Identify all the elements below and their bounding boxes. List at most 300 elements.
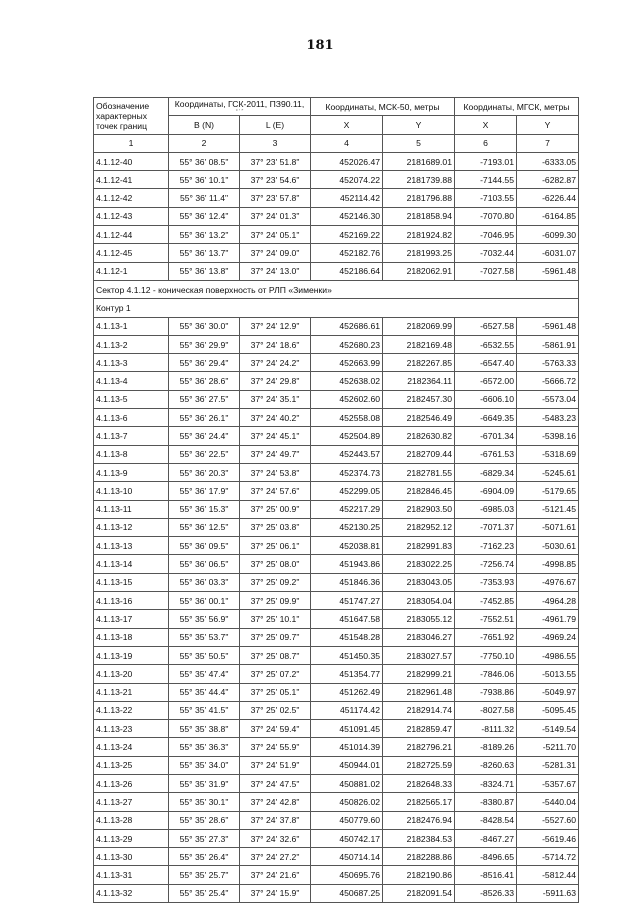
cell-point-id: 4.1.13-26	[94, 774, 169, 792]
table-row	[94, 518, 579, 536]
cell-latitude-b: 55° 36' 09.5"	[169, 537, 240, 555]
cell-longitude-l: 37° 24' 45.1"	[240, 427, 311, 445]
table-row	[94, 793, 579, 811]
cell-y-mgsk: -4998.85	[517, 555, 579, 573]
cell-x-mgsk: -7046.95	[455, 226, 517, 244]
cell-y-mgsk: -5071.61	[517, 518, 579, 536]
cell-y-mgsk: -5398.16	[517, 427, 579, 445]
cell-latitude-b: 55° 35' 41.5"	[169, 701, 240, 719]
cell-point-id: 4.1.13-22	[94, 701, 169, 719]
column-number: 3	[240, 134, 311, 152]
table-row	[94, 427, 579, 445]
cell-latitude-b: 55° 36' 12.5"	[169, 518, 240, 536]
cell-x-msk: 450714.14	[311, 848, 383, 866]
cell-x-mgsk: -8428.54	[455, 811, 517, 829]
table-row	[94, 207, 579, 225]
column-number: 7	[517, 134, 579, 152]
cell-longitude-l: 37° 24' 59.4"	[240, 720, 311, 738]
cell-x-mgsk: -6547.40	[455, 354, 517, 372]
cell-latitude-b: 55° 36' 29.9"	[169, 335, 240, 353]
cell-x-msk: 450779.60	[311, 811, 383, 829]
cell-longitude-l: 37° 25' 03.8"	[240, 518, 311, 536]
table-row	[94, 354, 579, 372]
section-label: Сектор 4.1.12 - коническая поверхность от РЛП «Зименки»	[94, 280, 579, 298]
cell-point-id: 4.1.13-17	[94, 610, 169, 628]
table-row	[94, 262, 579, 280]
cell-y-msk: 2182288.86	[383, 848, 455, 866]
cell-longitude-l: 37° 25' 08.0"	[240, 555, 311, 573]
cell-x-msk: 450742.17	[311, 829, 383, 847]
cell-x-msk: 452026.47	[311, 152, 383, 170]
cell-x-msk: 451014.39	[311, 738, 383, 756]
cell-longitude-l: 37° 24' 40.2"	[240, 409, 311, 427]
table-row	[94, 226, 579, 244]
cell-y-mgsk: -5095.45	[517, 701, 579, 719]
cell-point-id: 4.1.13-2	[94, 335, 169, 353]
cell-x-mgsk: -6572.00	[455, 372, 517, 390]
cell-x-mgsk: -7071.37	[455, 518, 517, 536]
cell-x-msk: 452038.81	[311, 537, 383, 555]
cell-y-mgsk: -5619.46	[517, 829, 579, 847]
table-row	[94, 372, 579, 390]
cell-latitude-b: 55° 35' 56.9"	[169, 610, 240, 628]
cell-y-mgsk: -5483.23	[517, 409, 579, 427]
cell-x-msk: 451846.36	[311, 573, 383, 591]
header-b: B (N)	[169, 116, 240, 134]
cell-y-mgsk: -5318.69	[517, 445, 579, 463]
cell-x-mgsk: -7256.74	[455, 555, 517, 573]
table-row	[94, 573, 579, 591]
cell-x-mgsk: -6527.58	[455, 317, 517, 335]
cell-latitude-b: 55° 36' 29.4"	[169, 354, 240, 372]
cell-latitude-b: 55° 35' 38.8"	[169, 720, 240, 738]
cell-x-mgsk: -8467.27	[455, 829, 517, 847]
cell-x-mgsk: -7027.58	[455, 262, 517, 280]
cell-latitude-b: 55° 35' 34.0"	[169, 756, 240, 774]
cell-y-msk: 2182476.94	[383, 811, 455, 829]
cell-x-mgsk: -8189.26	[455, 738, 517, 756]
cell-latitude-b: 55° 36' 30.0"	[169, 317, 240, 335]
cell-latitude-b: 55° 35' 50.5"	[169, 646, 240, 664]
cell-x-msk: 452182.76	[311, 244, 383, 262]
cell-x-msk: 450826.02	[311, 793, 383, 811]
header-msk-group: Координаты, МСК-50, метры	[311, 98, 455, 116]
header-x-msk: X	[311, 116, 383, 134]
cell-point-id: 4.1.13-10	[94, 482, 169, 500]
table-row	[94, 811, 579, 829]
cell-y-mgsk: -4976.67	[517, 573, 579, 591]
cell-latitude-b: 55° 35' 44.4"	[169, 683, 240, 701]
cell-longitude-l: 37° 25' 07.2"	[240, 665, 311, 683]
cell-x-msk: 451943.86	[311, 555, 383, 573]
cell-latitude-b: 55° 35' 27.3"	[169, 829, 240, 847]
table-row	[94, 244, 579, 262]
cell-y-mgsk: -5149.54	[517, 720, 579, 738]
cell-y-mgsk: -4964.28	[517, 592, 579, 610]
table-row	[94, 335, 579, 353]
cell-y-mgsk: -4969.24	[517, 628, 579, 646]
cell-point-id: 4.1.13-23	[94, 720, 169, 738]
table-row	[94, 756, 579, 774]
cell-latitude-b: 55° 36' 22.5"	[169, 445, 240, 463]
cell-point-id: 4.1.12-45	[94, 244, 169, 262]
cell-y-msk: 2182565.17	[383, 793, 455, 811]
cell-longitude-l: 37° 24' 01.3"	[240, 207, 311, 225]
cell-x-msk: 452680.23	[311, 335, 383, 353]
cell-longitude-l: 37° 23' 57.8"	[240, 189, 311, 207]
cell-y-mgsk: -5281.31	[517, 756, 579, 774]
cell-longitude-l: 37° 24' 55.9"	[240, 738, 311, 756]
cell-y-mgsk: -6333.05	[517, 152, 579, 170]
table-row	[94, 482, 579, 500]
cell-x-msk: 452299.05	[311, 482, 383, 500]
cell-x-msk: 452638.02	[311, 372, 383, 390]
cell-x-mgsk: -7353.93	[455, 573, 517, 591]
cell-x-msk: 452146.30	[311, 207, 383, 225]
cell-y-msk: 2182952.12	[383, 518, 455, 536]
cell-x-mgsk: -8027.58	[455, 701, 517, 719]
cell-point-id: 4.1.13-19	[94, 646, 169, 664]
cell-y-mgsk: -5961.48	[517, 262, 579, 280]
table-row	[94, 189, 579, 207]
cell-longitude-l: 37° 24' 18.6"	[240, 335, 311, 353]
cell-x-mgsk: -7651.92	[455, 628, 517, 646]
cell-x-mgsk: -8111.32	[455, 720, 517, 738]
cell-y-msk: 2182781.55	[383, 463, 455, 481]
cell-y-msk: 2182069.99	[383, 317, 455, 335]
cell-x-mgsk: -7193.01	[455, 152, 517, 170]
cell-y-mgsk: -6226.44	[517, 189, 579, 207]
cell-point-id: 4.1.13-21	[94, 683, 169, 701]
cell-x-msk: 451262.49	[311, 683, 383, 701]
cell-x-mgsk: -7032.44	[455, 244, 517, 262]
cell-x-mgsk: -8324.71	[455, 774, 517, 792]
cell-longitude-l: 37° 24' 09.0"	[240, 244, 311, 262]
cell-y-mgsk: -5440.04	[517, 793, 579, 811]
cell-point-id: 4.1.13-3	[94, 354, 169, 372]
cell-longitude-l: 37° 24' 21.6"	[240, 866, 311, 884]
cell-y-msk: 2182169.48	[383, 335, 455, 353]
cell-point-id: 4.1.13-5	[94, 390, 169, 408]
cell-y-mgsk: -5763.33	[517, 354, 579, 372]
table-body-sector-4-1-12	[94, 152, 579, 280]
cell-y-mgsk: -5211.70	[517, 738, 579, 756]
cell-longitude-l: 37° 25' 09.7"	[240, 628, 311, 646]
table-row	[94, 720, 579, 738]
cell-x-mgsk: -6649.35	[455, 409, 517, 427]
cell-point-id: 4.1.13-14	[94, 555, 169, 573]
cell-latitude-b: 55° 36' 12.4"	[169, 207, 240, 225]
cell-y-mgsk: -5527.60	[517, 811, 579, 829]
cell-y-mgsk: -5911.63	[517, 884, 579, 902]
cell-longitude-l: 37° 23' 51.8"	[240, 152, 311, 170]
cell-y-msk: 2183027.57	[383, 646, 455, 664]
cell-y-msk: 2182709.44	[383, 445, 455, 463]
cell-y-mgsk: -5714.72	[517, 848, 579, 866]
cell-point-id: 4.1.13-11	[94, 500, 169, 518]
table-row	[94, 610, 579, 628]
cell-latitude-b: 55° 36' 27.5"	[169, 390, 240, 408]
table-row	[94, 738, 579, 756]
cell-y-msk: 2182903.50	[383, 500, 455, 518]
cell-y-msk: 2182091.54	[383, 884, 455, 902]
contour-label: Контур 1	[94, 299, 579, 317]
cell-x-mgsk: -7103.55	[455, 189, 517, 207]
table-row	[94, 884, 579, 902]
cell-x-mgsk: -8380.87	[455, 793, 517, 811]
table-row	[94, 500, 579, 518]
cell-x-msk: 452130.25	[311, 518, 383, 536]
header-mgsk-group: Координаты, МГСК, метры	[455, 98, 579, 116]
cell-y-mgsk: -5245.61	[517, 463, 579, 481]
cell-point-id: 4.1.13-4	[94, 372, 169, 390]
cell-x-mgsk: -6904.09	[455, 482, 517, 500]
cell-point-id: 4.1.13-32	[94, 884, 169, 902]
cell-x-msk: 452217.29	[311, 500, 383, 518]
cell-x-msk: 451091.45	[311, 720, 383, 738]
cell-y-msk: 2181858.94	[383, 207, 455, 225]
cell-x-mgsk: -7452.85	[455, 592, 517, 610]
cell-y-msk: 2182859.47	[383, 720, 455, 738]
cell-point-id: 4.1.12-43	[94, 207, 169, 225]
cell-latitude-b: 55° 35' 28.6"	[169, 811, 240, 829]
column-number: 1	[94, 134, 169, 152]
cell-x-msk: 450687.25	[311, 884, 383, 902]
cell-point-id: 4.1.13-8	[94, 445, 169, 463]
table-row	[94, 848, 579, 866]
cell-point-id: 4.1.12-42	[94, 189, 169, 207]
cell-y-msk: 2182914.74	[383, 701, 455, 719]
cell-longitude-l: 37° 24' 47.5"	[240, 774, 311, 792]
cell-point-id: 4.1.13-31	[94, 866, 169, 884]
cell-point-id: 4.1.13-15	[94, 573, 169, 591]
table-row	[94, 774, 579, 792]
cell-x-msk: 452443.57	[311, 445, 383, 463]
cell-longitude-l: 37° 24' 32.6"	[240, 829, 311, 847]
cell-latitude-b: 55° 35' 26.4"	[169, 848, 240, 866]
header-l: L (E)	[240, 116, 311, 134]
cell-y-msk: 2183055.12	[383, 610, 455, 628]
cell-y-mgsk: -5179.65	[517, 482, 579, 500]
cell-y-msk: 2182267.85	[383, 354, 455, 372]
cell-x-mgsk: -8496.65	[455, 848, 517, 866]
cell-y-mgsk: -6164.85	[517, 207, 579, 225]
cell-longitude-l: 37° 24' 42.8"	[240, 793, 311, 811]
cell-y-msk: 2182457.30	[383, 390, 455, 408]
cell-latitude-b: 55° 36' 17.9"	[169, 482, 240, 500]
cell-point-id: 4.1.13-12	[94, 518, 169, 536]
table-row	[94, 701, 579, 719]
contour-row	[94, 299, 579, 317]
cell-x-mgsk: -7938.86	[455, 683, 517, 701]
cell-y-msk: 2182364.11	[383, 372, 455, 390]
cell-point-id: 4.1.12-40	[94, 152, 169, 170]
table-row	[94, 171, 579, 189]
cell-x-msk: 452504.89	[311, 427, 383, 445]
cell-point-id: 4.1.13-9	[94, 463, 169, 481]
cell-longitude-l: 37° 24' 57.6"	[240, 482, 311, 500]
cell-x-msk: 452374.73	[311, 463, 383, 481]
table-row	[94, 409, 579, 427]
cell-x-msk: 451747.27	[311, 592, 383, 610]
cell-y-mgsk: -5573.04	[517, 390, 579, 408]
cell-longitude-l: 37° 25' 08.7"	[240, 646, 311, 664]
table-row	[94, 463, 579, 481]
cell-y-msk: 2182846.45	[383, 482, 455, 500]
cell-latitude-b: 55° 36' 06.5"	[169, 555, 240, 573]
cell-latitude-b: 55° 35' 31.9"	[169, 774, 240, 792]
cell-longitude-l: 37° 24' 13.0"	[240, 262, 311, 280]
cell-x-msk: 450881.02	[311, 774, 383, 792]
table-row	[94, 445, 579, 463]
cell-latitude-b: 55° 35' 47.4"	[169, 665, 240, 683]
cell-y-mgsk: -5013.55	[517, 665, 579, 683]
cell-longitude-l: 37° 24' 53.8"	[240, 463, 311, 481]
cell-longitude-l: 37° 24' 49.7"	[240, 445, 311, 463]
cell-y-mgsk: -5861.91	[517, 335, 579, 353]
cell-y-mgsk: -5961.48	[517, 317, 579, 335]
cell-longitude-l: 37° 25' 00.9"	[240, 500, 311, 518]
table-body-sector-4-1-13	[94, 317, 579, 903]
cell-point-id: 4.1.12-41	[94, 171, 169, 189]
cell-longitude-l: 37° 24' 15.9"	[240, 884, 311, 902]
cell-longitude-l: 37° 24' 37.8"	[240, 811, 311, 829]
cell-longitude-l: 37° 23' 54.6"	[240, 171, 311, 189]
cell-x-msk: 452169.22	[311, 226, 383, 244]
cell-latitude-b: 55° 36' 13.7"	[169, 244, 240, 262]
cell-point-id: 4.1.13-18	[94, 628, 169, 646]
cell-x-msk: 450695.76	[311, 866, 383, 884]
table-row	[94, 390, 579, 408]
cell-x-mgsk: -6532.55	[455, 335, 517, 353]
cell-point-id: 4.1.13-7	[94, 427, 169, 445]
cell-latitude-b: 55° 36' 03.3"	[169, 573, 240, 591]
cell-y-mgsk: -4986.55	[517, 646, 579, 664]
cell-x-mgsk: -6701.34	[455, 427, 517, 445]
cell-y-msk: 2182546.49	[383, 409, 455, 427]
cell-longitude-l: 37° 24' 24.2"	[240, 354, 311, 372]
cell-y-msk: 2182961.48	[383, 683, 455, 701]
cell-y-msk: 2183043.05	[383, 573, 455, 591]
header-gsk-group	[169, 98, 311, 116]
cell-y-mgsk: -5357.67	[517, 774, 579, 792]
table-row	[94, 866, 579, 884]
cell-point-id: 4.1.13-20	[94, 665, 169, 683]
cell-y-msk: 2181993.25	[383, 244, 455, 262]
cell-longitude-l: 37° 25' 09.9"	[240, 592, 311, 610]
cell-point-id: 4.1.13-29	[94, 829, 169, 847]
cell-latitude-b: 55° 36' 15.3"	[169, 500, 240, 518]
column-number: 2	[169, 134, 240, 152]
cell-latitude-b: 55° 35' 36.3"	[169, 738, 240, 756]
cell-x-mgsk: -6985.03	[455, 500, 517, 518]
cell-y-msk: 2181924.82	[383, 226, 455, 244]
cell-point-id: 4.1.13-28	[94, 811, 169, 829]
cell-x-mgsk: -6761.53	[455, 445, 517, 463]
cell-x-mgsk: -7846.06	[455, 665, 517, 683]
cell-x-mgsk: -8526.33	[455, 884, 517, 902]
column-number: 5	[383, 134, 455, 152]
cell-x-mgsk: -7144.55	[455, 171, 517, 189]
table-row	[94, 646, 579, 664]
cell-point-id: 4.1.13-24	[94, 738, 169, 756]
cell-x-mgsk: -8516.41	[455, 866, 517, 884]
cell-longitude-l: 37° 24' 35.1"	[240, 390, 311, 408]
cell-y-mgsk: -5121.45	[517, 500, 579, 518]
cell-y-mgsk: -5049.97	[517, 683, 579, 701]
cell-x-mgsk: -8260.63	[455, 756, 517, 774]
table-row	[94, 317, 579, 335]
cell-latitude-b: 55° 36' 08.5"	[169, 152, 240, 170]
cell-x-mgsk: -6829.34	[455, 463, 517, 481]
table-row	[94, 628, 579, 646]
cell-y-msk: 2182991.83	[383, 537, 455, 555]
column-number-row	[94, 134, 579, 152]
cell-longitude-l: 37° 24' 51.9"	[240, 756, 311, 774]
cell-latitude-b: 55° 36' 11.4"	[169, 189, 240, 207]
cell-point-id: 4.1.12-1	[94, 262, 169, 280]
cell-y-msk: 2182648.33	[383, 774, 455, 792]
table-row	[94, 829, 579, 847]
page-number: 181	[306, 38, 334, 53]
cell-x-msk: 452114.42	[311, 189, 383, 207]
cell-x-mgsk: -7750.10	[455, 646, 517, 664]
cell-y-msk: 2182062.91	[383, 262, 455, 280]
table-row	[94, 555, 579, 573]
cell-latitude-b: 55° 36' 24.4"	[169, 427, 240, 445]
cell-point-id: 4.1.13-27	[94, 793, 169, 811]
coordinates-table	[93, 97, 579, 903]
cell-x-mgsk: -6606.10	[455, 390, 517, 408]
cell-point-id: 4.1.13-16	[94, 592, 169, 610]
cell-x-msk: 451548.28	[311, 628, 383, 646]
cell-y-msk: 2181689.01	[383, 152, 455, 170]
cell-x-msk: 451174.42	[311, 701, 383, 719]
cell-latitude-b: 55° 36' 00.1"	[169, 592, 240, 610]
cell-latitude-b: 55° 36' 28.6"	[169, 372, 240, 390]
cell-x-msk: 452686.61	[311, 317, 383, 335]
cell-x-msk: 452602.60	[311, 390, 383, 408]
header-y-mgsk: Y	[517, 116, 579, 134]
table-row	[94, 537, 579, 555]
cell-y-msk: 2182384.53	[383, 829, 455, 847]
cell-longitude-l: 37° 25' 10.1"	[240, 610, 311, 628]
table-row	[94, 592, 579, 610]
cell-x-msk: 451450.35	[311, 646, 383, 664]
section-row	[94, 280, 579, 298]
cell-y-msk: 2183054.04	[383, 592, 455, 610]
cell-longitude-l: 37° 24' 12.9"	[240, 317, 311, 335]
table-section-headings	[94, 280, 579, 317]
cell-y-mgsk: -6099.30	[517, 226, 579, 244]
cell-latitude-b: 55° 35' 53.7"	[169, 628, 240, 646]
header-x-mgsk: X	[455, 116, 517, 134]
header-gsk-title: Координаты, ГСК-2011, ПЗ90.11,	[174, 98, 305, 109]
cell-latitude-b: 55° 35' 25.4"	[169, 884, 240, 902]
cell-y-msk: 2182725.59	[383, 756, 455, 774]
cell-latitude-b: 55° 36' 26.1"	[169, 409, 240, 427]
cell-x-msk: 451354.77	[311, 665, 383, 683]
header-gsk-units: ° ′ ″	[235, 108, 244, 115]
header-y-msk: Y	[383, 116, 455, 134]
cell-y-mgsk: -5812.44	[517, 866, 579, 884]
table-row	[94, 683, 579, 701]
cell-y-mgsk: -6282.87	[517, 171, 579, 189]
cell-longitude-l: 37° 25' 05.1"	[240, 683, 311, 701]
cell-point-id: 4.1.13-6	[94, 409, 169, 427]
table-row	[94, 665, 579, 683]
cell-x-msk: 452186.64	[311, 262, 383, 280]
